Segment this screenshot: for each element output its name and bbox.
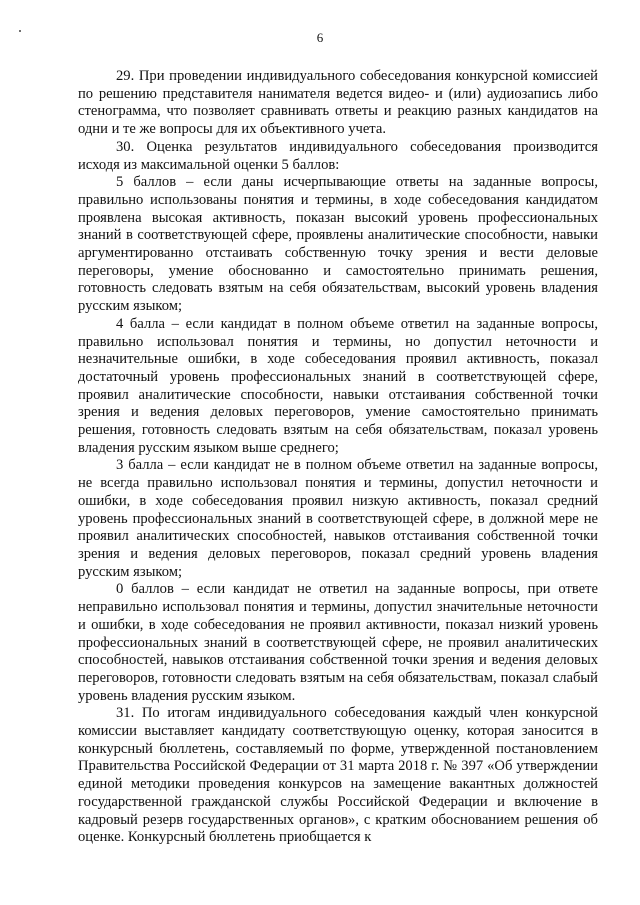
score-5-paragraph: 5 баллов – если даны исчерпывающие ответы на заданные вопросы, правильно использованы понятия и термины, в ходе собеседования кандидатом проявлена высокая активность, показан высокий уровень профессиональных знаний в соответствующей сфере, проявлены аналитические способности, навыки аргументированно отстаивать собственную точку зрения и вести деловые переговоры, умение обоснованно и самостоятельно принимать решения, готовность следовать взятым на себя обязательствам, высокий уровень владения русским языком; bbox=[78, 174, 598, 315]
page-number: 6 bbox=[316, 30, 324, 45]
score-0-paragraph: 0 баллов – если кандидат не ответил на заданные вопросы, при ответе неправильно использовал понятия и термины, допустил значительные неточности и ошибки, в ходе собеседования не проявил активности, показал низкий уровень профессиональных знаний в соответствующей сфере, не проявил аналитических способностей, навыков отстаивания собственной точки зрения и ведения деловых переговоров, готовности следовать взятым на себя обязательствам, показал слабый уровень владения русским языком. bbox=[78, 581, 598, 704]
paragraph-30: 30. Оценка результатов индивидуального собеседования производится исходя из максимальной оценки 5 баллов: bbox=[78, 138, 598, 173]
paragraph-31: 31. По итогам индивидуального собеседования каждый член конкурсной комиссии выставляет кандидату соответствующую оценку, которая заносится в конкурсный бюллетень, составляемый по форме, утвержденной постановлением Правительства Российской Федерации от 31 марта 2018 г. № 397 «Об утверждении единой методики проведения конкурсов на замещение вакантных должностей государственной гражданской службы Российской Федерации и включение в кадровый резерв государственных органов», с кратким обоснованием решения об оценке. Конкурсный бюллетень приобщается к bbox=[78, 705, 598, 846]
document-body bbox=[78, 68, 598, 847]
score-3-paragraph: 3 балла – если кандидат не в полном объеме ответил на заданные вопросы, не всегда правильно использовал понятия и термины, допустил неточности и ошибки, в ходе собеседования проявил низкую активность, показал средний уровень профессиональных знаний в соответствующей сфере, в должной мере не проявил аналитических способностей, навыков отстаивания собственной точки зрения и ведения деловых переговоров, показал средний уровень владения русским языком; bbox=[78, 457, 598, 580]
paragraph-29: 29. При проведении индивидуального собеседования конкурсной комиссией по решению представителя нанимателя ведется видео- и (или) аудиозапись либо стенограмма, что позволяет сравнивать ответы и реакцию разных кандидатов на одни и те же вопросы для их объективного учета. bbox=[78, 68, 598, 138]
score-4-paragraph: 4 балла – если кандидат в полном объеме ответил на заданные вопросы, правильно использовал понятия и термины, но допустил неточности и незначительные ошибки, в ходе собеседования проявил активность, показал достаточный уровень профессиональных знаний в соответствующей сфере, проявил аналитические способности, навыки отстаивания собственной точки зрения и ведения деловых переговоров, умение самостоятельно принимать решения, готовность следовать взятым на себя обязательствам, показал уровень владения русским языком выше среднего; bbox=[78, 315, 598, 456]
